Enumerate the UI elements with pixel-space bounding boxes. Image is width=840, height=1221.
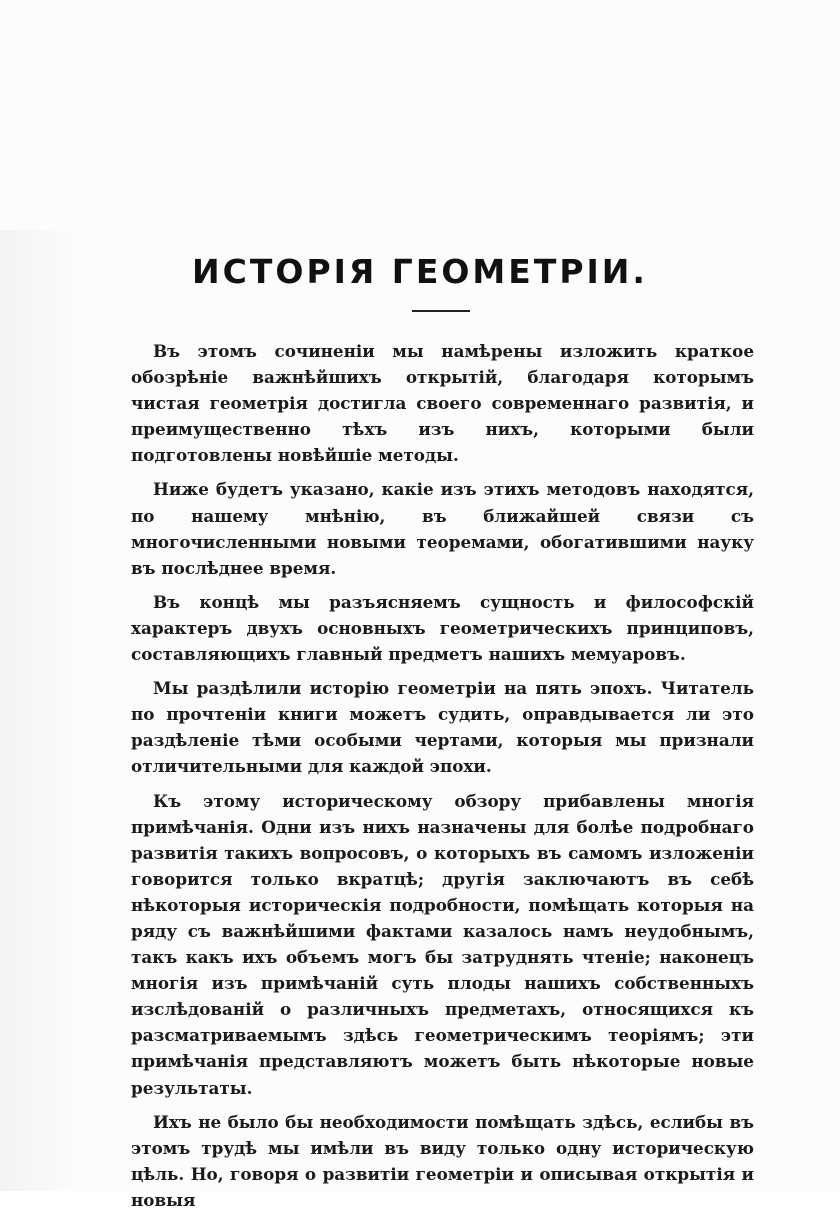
- paragraph-4: Мы раздѣлили исторію геометріи на пять эпохъ. Читатель по прочтеніи книги можетъ судить, оправдывается ли это раздѣленіе тѣми особыми чертами, которыя мы признали отличительными для каждой эпохи.: [131, 678, 754, 777]
- paragraph-2: Ниже будетъ указано, какіе изъ этихъ методовъ находятся, по нашему мнѣнію, въ ближайшей связи съ многочисленными новыми теоремами, обогатившими науку въ послѣднее время.: [131, 479, 754, 578]
- title-divider: [412, 310, 470, 312]
- paragraph-3: Въ концѣ мы разъясняемъ сущность и философскій характеръ двухъ основныхъ геометрическихъ принциповъ, составляющихъ главный предметъ нашихъ мемуаровъ.: [131, 591, 754, 665]
- scan-edge-shading: [0, 230, 80, 1191]
- paragraph-5: Къ этому историческому обзору прибавлены многія примѣчанія. Одни изъ нихъ назначены для болѣе подробнаго развитія такихъ вопросовъ, о которыхъ въ самомъ изложеніи говорится только вкратцѣ; другія заключаютъ въ себѣ нѣкоторыя историческія подробности, помѣщать которыя на ряду съ важнѣйшими фактами казалось намъ неудобнымъ, такъ какъ ихъ объемъ могъ бы затруднять чтеніе; наконецъ многія изъ примѣчаній суть плоды нашихъ собственныхъ изслѣдованій о различныхъ предметахъ, относящихся къ разсматриваемымъ здѣсь геометрическимъ теоріямъ; эти примѣчанія представляютъ можетъ быть нѣкоторые новые результаты.: [131, 790, 754, 1098]
- page-title: ИСТОРІЯ ГЕОМЕТРІИ.: [192, 252, 648, 291]
- body-text: [131, 338, 754, 1221]
- paragraph-1: Въ этомъ сочиненіи мы намѣрены изложить краткое обозрѣніе важнѣйшихъ открытій, благодаря которымъ чистая геометрія достигла своего современнаго развитія, и преимущественно тѣхъ изъ нихъ, которыми были подготовлены новѣйшіе методы.: [131, 341, 754, 466]
- paragraph-6: Ихъ не было бы необходимости помѣщать здѣсь, еслибы въ этомъ трудѣ мы имѣли въ виду только одну историческую цѣль. Но, говоря о развитіи геометріи и описывая открытія и новыя: [131, 1111, 754, 1210]
